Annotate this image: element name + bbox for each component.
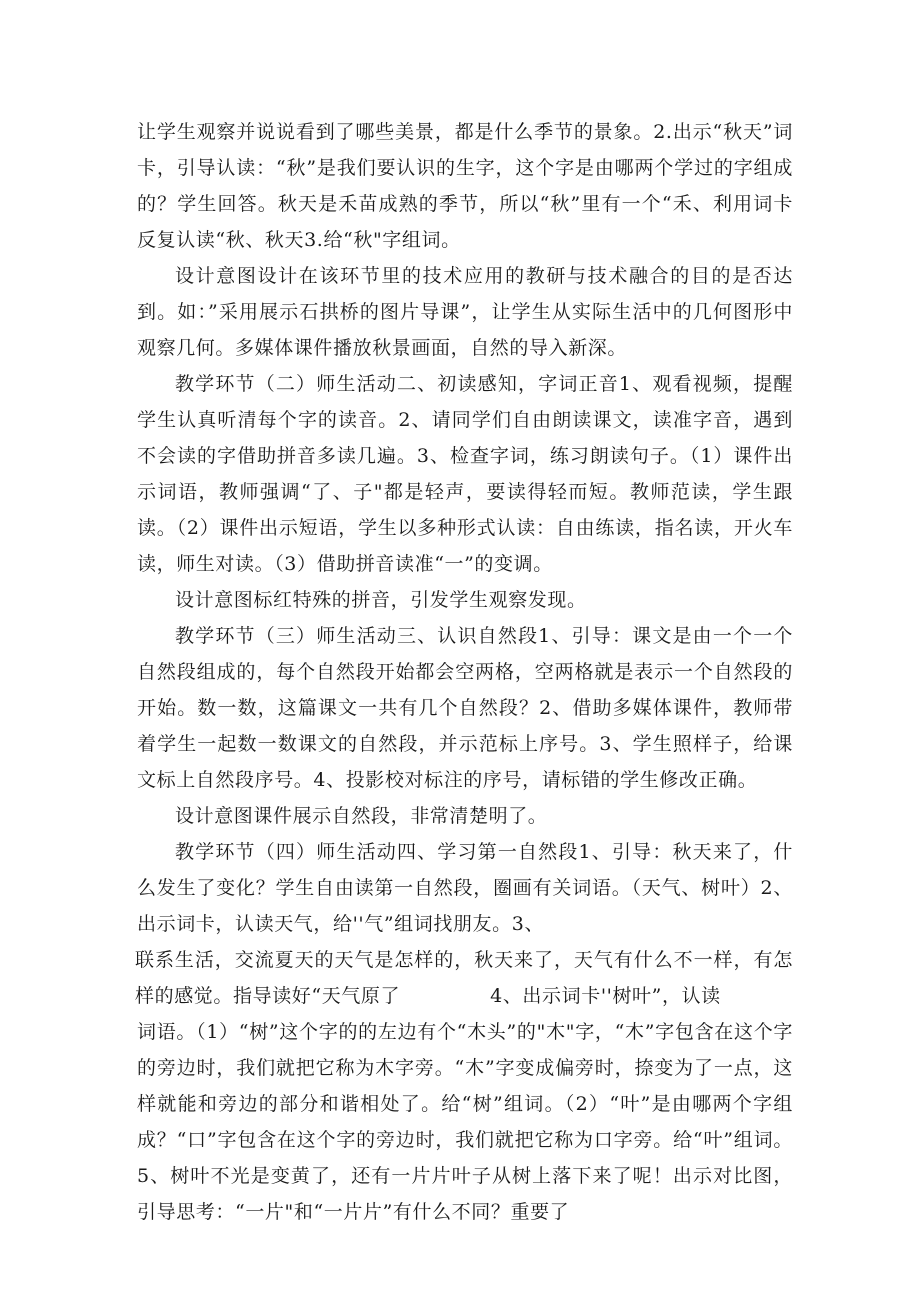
paragraph-design-intent-2: 设计意图标红特殊的拼音，引发学生观察发现。 xyxy=(175,589,587,611)
paragraph-word-study: 词语。（1）“树”这个字的的左边有个“木头”的"木"字，“木”字包含在这个字的旁边时，我们就把它称为木字旁。“木”字变成偏旁时，捺变为了一点，这样就能和旁边的部分和谐相处了。给“树”组词。（2）“叶”是由哪两个字组成？“口”字包含在这个字的旁边时，我们就把它称为口字旁。给“叶”组词。5、树叶不光是变黄了，还有一片片叶子从树上落下来了呢！出示对比图，引导思考：“一片"和“一片片”有什么不同？重要了 xyxy=(137,1021,793,1223)
leaf-card-text: 4、出示词卡''树叶”，认读 xyxy=(490,985,721,1007)
body-text xyxy=(137,114,793,1230)
paragraph-design-intent-3: 设计意图课件展示自然段，非常清楚明了。 xyxy=(175,805,548,827)
paragraph-teaching-step-4: 教学环节（四）师生活动四、学习第一自然段1、引导：秋天来了，什么发生了变化？学生自由读第一自然段，圈画有关词语。（天气、树叶）2、出示词卡，认读天气，给''气”组词找朋友。3、 xyxy=(137,841,793,935)
paragraph-intro: 让学生观察并说说看到了哪些美景，都是什么季节的景象。2.出示“秋天”词卡，引导认读：“秋”是我们要认识的生字，这个字是由哪两个学过的字组成的？学生回答。秋天是禾苗成熟的季节，所以“秋”里有一个“禾、利用词卡反复认读“秋、秋天3.给“秋"字组词。 xyxy=(137,121,793,251)
paragraph-teaching-step-3: 教学环节（三）师生活动三、认识自然段1、引导：课文是由一个一个自然段组成的，每个自然段开始都会空两格，空两格就是表示一个自然段的开始。数一数，这篇课文一共有几个自然段？2、借助多媒体课件，教师带着学生一起数一数课文的自然段，并示范标上序号。3、学生照样子，给课文标上自然段序号。4、投影校对标注的序号，请标错的学生修改正确。 xyxy=(137,625,793,791)
weather-line-text: 联系生活，交流夏天的天气是怎样的，秋天来了，天气有什么不一样，有怎样的感觉。指导读好“天气原了 xyxy=(135,949,793,1007)
paragraph-teaching-step-2: 教学环节（二）师生活动二、初读感知，字词正音1、观看视频，提醒学生认真听清每个字的读音。2、请同学们自由朗读课文，读准字音，遇到不会读的字借助拼音多读几遍。3、检查字词，练习朗读句子。（1）课件出示词语，教师强调“了、子"都是轻声，要读得轻而短。教师范读，学生跟读。（2）课件出示短语，学生以多种形式认读：自由练读，指名读，开火车读，师生对读。（3）借助拼音读准“一”的变调。 xyxy=(137,373,793,575)
paragraph-design-intent-1: 设计意图设计在该环节里的技术应用的教研与技术融合的目的是否达到。如：”采用展示石拱桥的图片导课”，让学生从实际生活中的几何图形中观察几何。多媒体课件播放秋景画面，自然的导入新深。 xyxy=(137,265,793,359)
paragraph-weather-discussion xyxy=(135,942,793,1014)
